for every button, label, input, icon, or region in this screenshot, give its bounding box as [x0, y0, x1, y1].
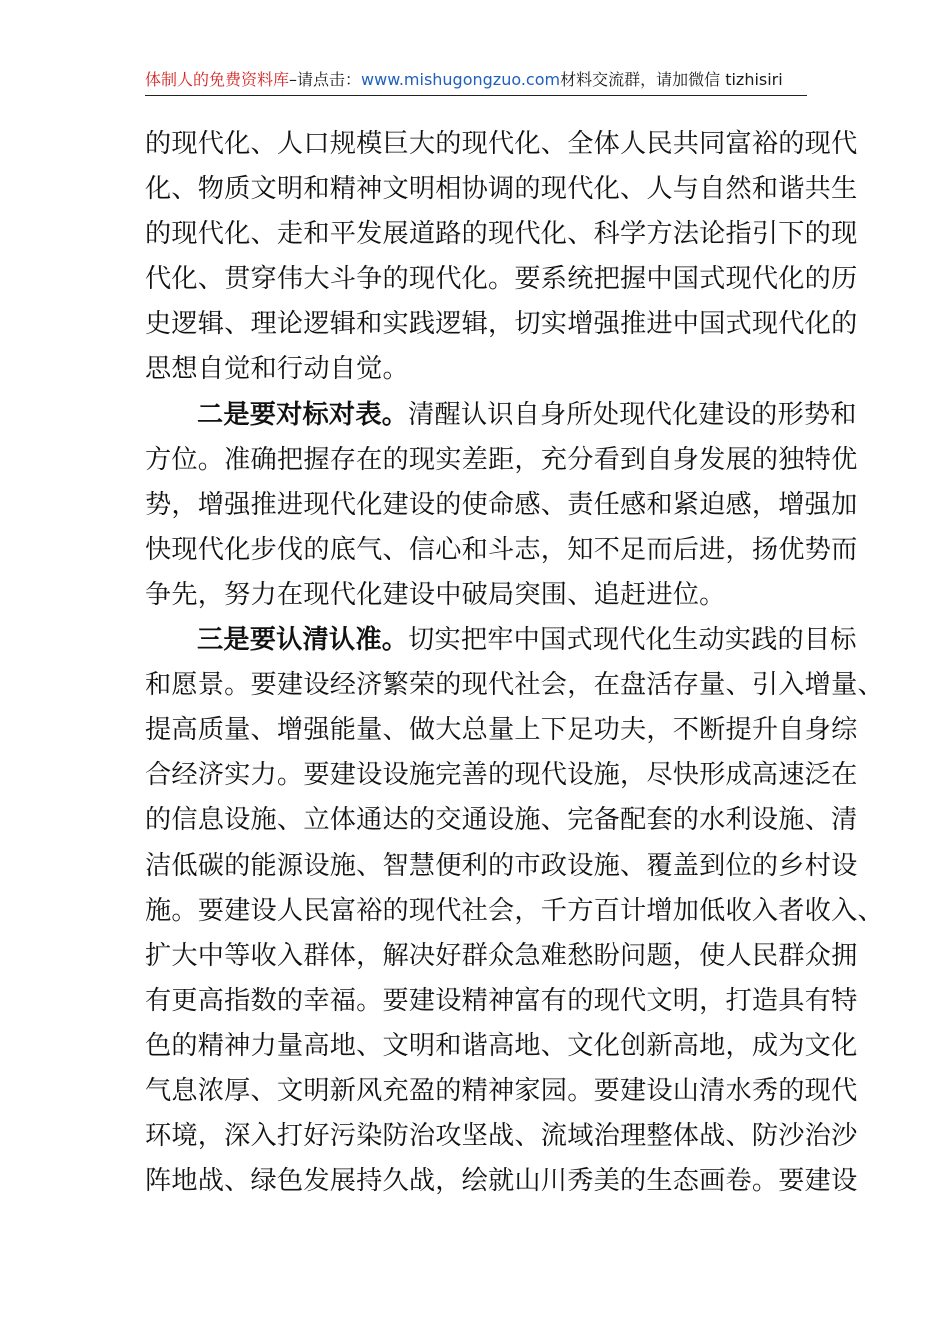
- p2-line: 势，增强推进现代化建设的使命感、责任感和紧迫感，增强加: [145, 489, 858, 520]
- p3-line: 合经济实力。要建设设施完善的现代设施，尽快形成高速泛在: [145, 760, 858, 791]
- p3-line: 气息浓厚、文明新风充盈的精神家园。要建设山清水秀的现代: [145, 1075, 858, 1106]
- p3-line: 阵地战、绿色发展持久战，绘就山川秀美的生态画卷。要建设: [145, 1166, 858, 1197]
- p3-line: 施。要建设人民富裕的现代社会，千方百计增加低收入者收入、: [145, 895, 884, 926]
- p2-first-line-text: 清醒认识自身所处现代化建设的形势和: [408, 399, 857, 430]
- p2-line: 方位。准确把握存在的现实差距，充分看到自身发展的独特优: [145, 444, 858, 475]
- p3-line: 扩大中等收入群体，解决好群众急难愁盼问题，使人民群众拥: [145, 940, 858, 971]
- page-header: [145, 70, 807, 90]
- header-prompt: –请点击：: [289, 70, 362, 89]
- p2-line: 争先，努力在现代化建设中破局突围、追赶进位。: [145, 579, 726, 610]
- p3-line: 的信息设施、立体通达的交通设施、完备配套的水利设施、清: [145, 805, 858, 836]
- p3-line: 色的精神力量高地、文明和谐高地、文化创新高地，成为文化: [145, 1030, 858, 1061]
- p2-heading: 二是要对标对表。: [197, 399, 409, 430]
- p3-line: 有更高指数的幸福。要建设精神富有的现代文明，打造具有特: [145, 985, 858, 1016]
- header-brand: 体制人的免费资料库: [145, 70, 290, 89]
- p1-line: 化、物质文明和精神文明相协调的现代化、人与自然和谐共生: [145, 174, 858, 205]
- p3-heading: 三是要认清认准。: [197, 625, 409, 656]
- p3-line: 和愿景。要建设经济繁荣的现代社会，在盘活存量、引入增量、: [145, 670, 884, 701]
- p1-line: 的现代化、走和平发展道路的现代化、科学方法论指引下的现: [145, 219, 858, 250]
- p1-line: 史逻辑、理论逻辑和实践逻辑，切实增强推进中国式现代化的: [145, 309, 858, 340]
- header-note: 材料交流群，请加微信 tizhisiri: [560, 70, 783, 89]
- p1-line: 的现代化、人口规模巨大的现代化、全体人民共同富裕的现代: [145, 129, 858, 159]
- p3-first-line: [145, 618, 857, 663]
- body-text: [145, 122, 884, 1204]
- header-divider: [145, 95, 807, 96]
- header-link[interactable]: www.mishugongzuo.com: [361, 70, 561, 89]
- p1-line: 思想自觉和行动自觉。: [145, 354, 409, 385]
- p1-line: 代化、贯穿伟大斗争的现代化。要系统把握中国式现代化的历: [145, 264, 858, 295]
- p2-line: 快现代化步伐的底气、信心和斗志，知不足而后进，扬优势而: [145, 534, 858, 565]
- p2-first-line: [145, 393, 857, 438]
- p3-first-line-text: 切实把牢中国式现代化生动实践的目标: [408, 625, 857, 656]
- p3-line: 洁低碳的能源设施、智慧便利的市政设施、覆盖到位的乡村设: [145, 850, 858, 881]
- p3-line: 环境，深入打好污染防治攻坚战、流域治理整体战、防沙治沙: [145, 1121, 858, 1152]
- p3-line: 提高质量、增强能量、做大总量上下足功夫，不断提升自身综: [145, 715, 858, 746]
